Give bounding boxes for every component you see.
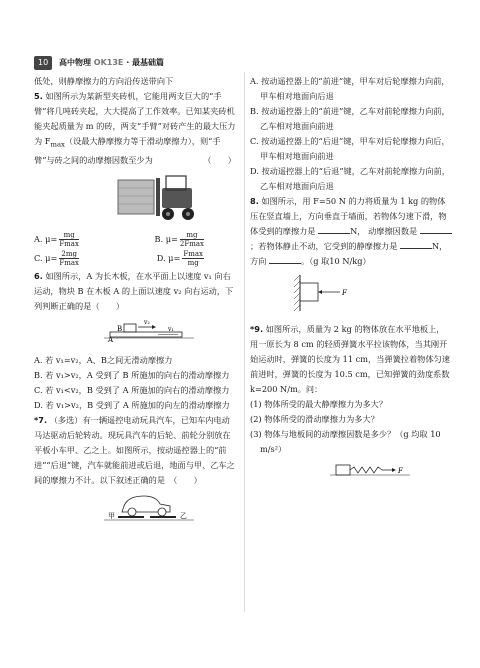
label-v1: v₁: [168, 325, 174, 333]
q5-d-fraction: [182, 250, 204, 267]
spring-block-figure: [330, 461, 452, 484]
q5-d-label: D. μ=: [156, 252, 181, 263]
q7-option-d[interactable]: D. 按动遥控器上的“后退”键，乙车对前轮摩擦力向前，乙车相对地面向后退: [250, 166, 450, 191]
q5-paren: （ ）: [203, 154, 236, 165]
spring-block-svg: [330, 461, 420, 479]
q5-b-den: 2Fmax: [179, 239, 204, 248]
q5-c-den: Fmax: [59, 258, 79, 267]
cart-yi: [150, 516, 176, 518]
q7-text: （多选）有一辆遥控电动玩具汽车，已知车内电动马达驱动后轮转动。现玩具汽车的后轮、前轮分别放在平板小车甲、乙之上。如图所示，按动遥控器上的“前进”“后退”键，汽车就能前进或后退，地面与甲、乙车之间的摩擦力不计。以下叙述正确的是 （ ）: [34, 414, 235, 485]
toy-car-svg: [94, 492, 204, 522]
question-5: [34, 89, 236, 168]
q5-option-d[interactable]: [157, 250, 204, 267]
q8-text3: ；若物体静止不动，它受到的静摩擦力是: [250, 241, 398, 251]
label-f: F: [342, 289, 347, 297]
q8-blank-4[interactable]: [269, 255, 301, 264]
wall-block-figure: [290, 273, 452, 318]
q6-option-b[interactable]: B. 若 v₁>v₂，A 受到了 B 所施加的向右的滑动摩擦力: [34, 369, 230, 380]
q9-number: *9.: [250, 324, 264, 334]
q7-option-c[interactable]: C. 按动遥控器上的“后退”键，甲车对后轮摩擦力向后，甲车相对地面向前进: [250, 136, 450, 161]
q5-d-den: mg: [187, 258, 199, 267]
header-subject: 高中物理: [58, 58, 91, 67]
q5-c-fraction: [59, 250, 79, 267]
wall-block-svg: [290, 273, 390, 313]
q5-a-fraction: [59, 231, 79, 248]
question-6: [34, 269, 236, 314]
pressed-block: [300, 283, 318, 301]
q8-blank-3[interactable]: [400, 240, 432, 249]
question-9: [250, 322, 452, 397]
q6-number: 6.: [34, 270, 43, 281]
q8-number: 8.: [250, 196, 259, 206]
board-block-svg: [104, 318, 194, 344]
q7-number: *7.: [34, 414, 48, 425]
q8-text4: 。（g 取10 N/kg）: [301, 256, 371, 266]
q8-u1: N，: [350, 226, 366, 236]
q5-c-label: C. μ=: [34, 252, 58, 263]
q5-option-a[interactable]: [34, 231, 79, 248]
q6-text: 如图所示，A 为长木板，在水平面上以速度 v₁ 向右运动，物块 B 在木板 A 的上面以速度 v₂ 向右运动，下列判断正确的是（ ）: [34, 270, 234, 311]
q5-c-num: 2mg: [59, 250, 79, 259]
header-series: OK13E: [93, 58, 124, 67]
q7-option-a[interactable]: A. 按动遥控器上的“前进”键，甲车对后轮摩擦力向前，甲车相对地面向后退: [250, 76, 450, 101]
q8-u2: N，方向: [250, 241, 448, 266]
q8-text2: 动摩擦因数是: [368, 226, 418, 236]
q8-blank-1[interactable]: [318, 225, 350, 234]
q7-option-b[interactable]: B. 按动遥控器上的“前进”键，乙车对前轮摩擦力向前，乙车相对地面向前进: [250, 106, 450, 131]
label-jia: 甲: [108, 511, 115, 520]
q8-blank-2[interactable]: [420, 225, 452, 234]
board-block-figure: [104, 318, 236, 349]
q5-d-num: Fmax: [183, 249, 203, 258]
q5-sub-max: max: [50, 140, 65, 149]
q5-b-label: B. μ=: [154, 233, 178, 244]
q5-option-c[interactable]: [34, 250, 79, 267]
q9-sub-1: (1) 物体所受的最大静摩擦力为多大？: [250, 399, 388, 409]
question-7: [34, 413, 236, 488]
q9-text: 如图所示，质量为 2 kg 的物体放在水平地板上，用一原长为 8 cm 的轻质弹簧水平拉该物体，当其刚开始运动时，弹簧的长度为 11 cm，当弹簧拉着物体匀速前进时，弹簧的长度为 10.5 cm，已知弹簧的劲度系数 k=200 N/m。问：: [250, 324, 450, 394]
front-wheel: [158, 508, 166, 516]
rear-wheel: [128, 508, 136, 516]
q5-options-row1: [34, 231, 204, 248]
forklift-illustration: [114, 172, 204, 222]
intro-line: 低处，则静摩擦力的方向沿传送带向下: [34, 76, 174, 86]
q5-a-den: Fmax: [59, 239, 79, 248]
q5-a-num: mg: [59, 231, 79, 240]
q5-option-b[interactable]: [155, 231, 204, 248]
column-divider: [244, 72, 245, 612]
q9-sub-2: (2) 物体所受的滑动摩擦力为多大？: [250, 414, 379, 424]
label-b: B: [117, 324, 123, 333]
cart-jia: [118, 516, 144, 518]
q5-options-row2: [34, 250, 204, 267]
label-yi: 乙: [180, 511, 187, 520]
brick-clamp-figure: [114, 172, 236, 227]
label-v2: v₂: [144, 318, 150, 326]
q9-sub-3: (3) 物体与地板间的动摩擦因数是多少？（g 均取 10 m/s²）: [250, 429, 441, 454]
q8-text1: 如图所示，用 F=50 N 的力将质量为 1 kg 的物体压在竖直墙上，方向垂直于墙面，若物体匀速下滑，物体受到的摩擦力是: [250, 196, 447, 236]
block-b: [124, 324, 136, 332]
page-header: [34, 56, 164, 70]
q5-number: 5.: [34, 91, 43, 101]
page-number: 10: [34, 56, 52, 70]
left-column: [34, 74, 236, 531]
q5-text: 如图所示为某新型夹砖机，它能用两支巨大的“手臂”将几吨砖夹起，大大提高了工作效率。已知某夹砖机能夹起质量为 m 的砖，两支“手臂”对砖产生的最大压力为 F: [34, 91, 236, 146]
q6-option-c[interactable]: C. 若 v₁<v₂，B 受到了 A 所施加的向右的滑动摩擦力: [34, 384, 230, 395]
q6-option-a[interactable]: A. 若 v₁=v₂，A、B之间无滑动摩擦力: [34, 354, 173, 365]
label-a: A: [108, 335, 114, 344]
question-8: [250, 194, 452, 269]
q5-b-num: mg: [180, 231, 204, 240]
spring: [350, 467, 392, 473]
q5-a-label: A. μ=: [34, 233, 58, 244]
spring-block: [336, 465, 350, 475]
header-tail: · 最基础篇: [126, 58, 165, 67]
q5-b-fraction: [180, 231, 204, 248]
q5-text2: （设最大静摩擦力等于滑动摩擦力），则“手臂”与砖之间的动摩擦因数至少为: [34, 136, 221, 165]
q6-option-d[interactable]: D. 若 v₁>v₂，B 受到了 A 所施加的向左的滑动摩擦力: [34, 399, 230, 410]
right-column: [250, 74, 452, 488]
toy-car-figure: [94, 492, 236, 527]
label-f-2: F: [398, 467, 403, 475]
